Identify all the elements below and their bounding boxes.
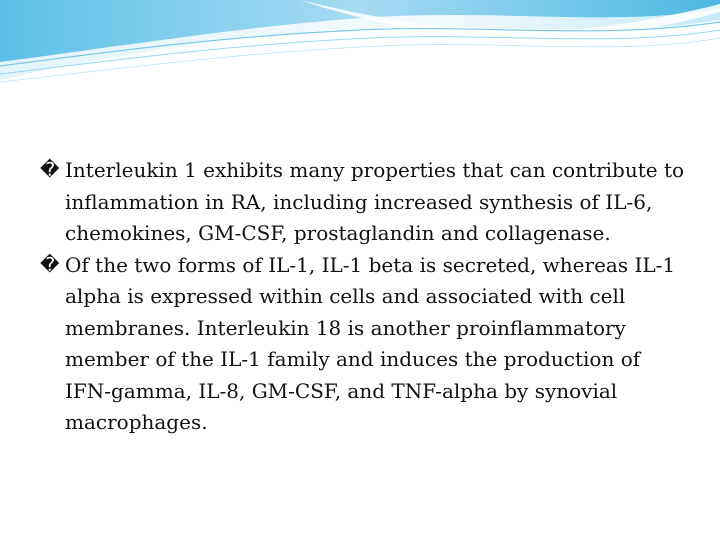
header-wave-decoration [0,0,720,95]
bullet-paragraph-1 [40,155,690,250]
bullet-paragraph-2 [40,250,690,439]
slide-body [40,155,690,439]
bullet-marker-icon: � [40,253,60,276]
bullet-text-2: Of the two forms of IL-1, IL-1 beta is secreted, whereas IL-1 alpha is expressed within cells and associated with cell membranes. Interleukin 18 is another proinflammatory member of the IL-1 family and induces the production of IFN-gamma, IL-8, GM-CSF, and TNF-alpha by synovial macrophages. [65,252,676,434]
bullet-marker-icon: � [40,159,60,181]
bullet-text-1: Interleukin 1 exhibits many properties that can contribute to inflammation in RA, including increased synthesis of IL-6, chemokines, GM-CSF, prostaglandin and collagenase. [65,158,685,245]
